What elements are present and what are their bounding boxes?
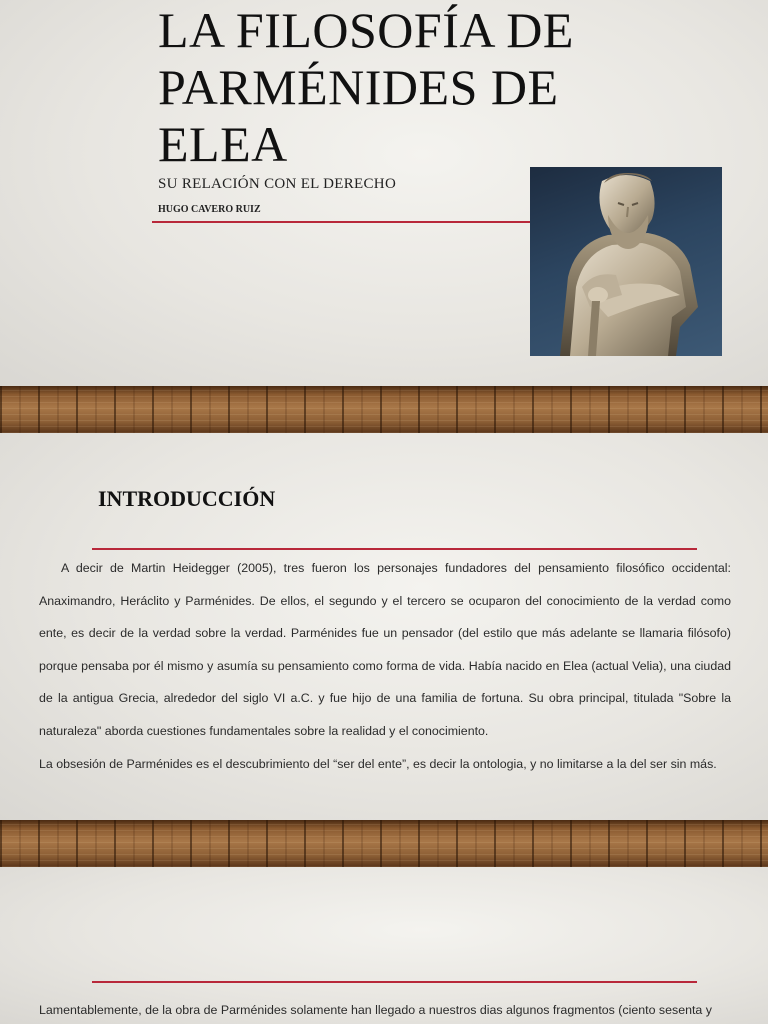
section-heading: INTRODUCCIÓN	[98, 486, 276, 511]
title-line-3: ELEA	[158, 116, 288, 172]
title-divider	[152, 221, 530, 223]
slide-subtitle: SU RELACIÓN CON EL DERECHO	[158, 176, 397, 192]
slide-title	[158, 2, 574, 173]
paragraph-2: La obsesión de Parménides es el descubrimiento del “ser del ente”, es decir la ontologia, y no limitarse a la del ser sin más.	[39, 756, 717, 771]
heading-divider	[92, 548, 697, 550]
section-divider	[92, 981, 697, 983]
statue-illustration	[530, 167, 722, 356]
introduction-slide	[0, 433, 768, 820]
parmenides-statue-image	[530, 167, 722, 356]
introduction-text	[39, 552, 731, 780]
title-line-2: PARMÉNIDES DE	[158, 59, 559, 115]
author-name: HUGO CAVERO RUIZ	[158, 204, 261, 215]
paragraph-3: Lamentablemente, de la obra de Parménides solamente han llegado a nuestros dias algunos fragmentos (ciento sesenta y	[39, 1003, 712, 1017]
fragments-text	[39, 994, 731, 1024]
wood-floor-divider	[0, 386, 768, 433]
title-line-1: LA FILOSOFÍA DE	[158, 2, 574, 58]
paragraph-1: A decir de Martin Heidegger (2005), tres fueron los personajes fundadores del pensamiento filosófico occidental: Anaximandro, Heráclito y Parménides. De ellos, el segundo y el tercero se ocuparon del conocimiento de la verdad como ente, es decir de la verdad sobre la verdad. Parménides fue un pensador (del estilo que más adelante se llamaria filósofo) porque pensaba por él mismo y asumía su pensamiento como forma de vida. Había nacido en Elea (actual Velia), una ciudad de la antigua Grecia, alrededor del siglo VI a.C. y fue hijo de una familia de fortuna. Su obra principal, titulada "Sobre la naturaleza" aborda cuestiones fundamentales sobre la realidad y el conocimiento.	[39, 561, 731, 738]
wood-floor-divider	[0, 820, 768, 867]
fragments-slide	[0, 867, 768, 1024]
title-slide	[0, 0, 768, 386]
